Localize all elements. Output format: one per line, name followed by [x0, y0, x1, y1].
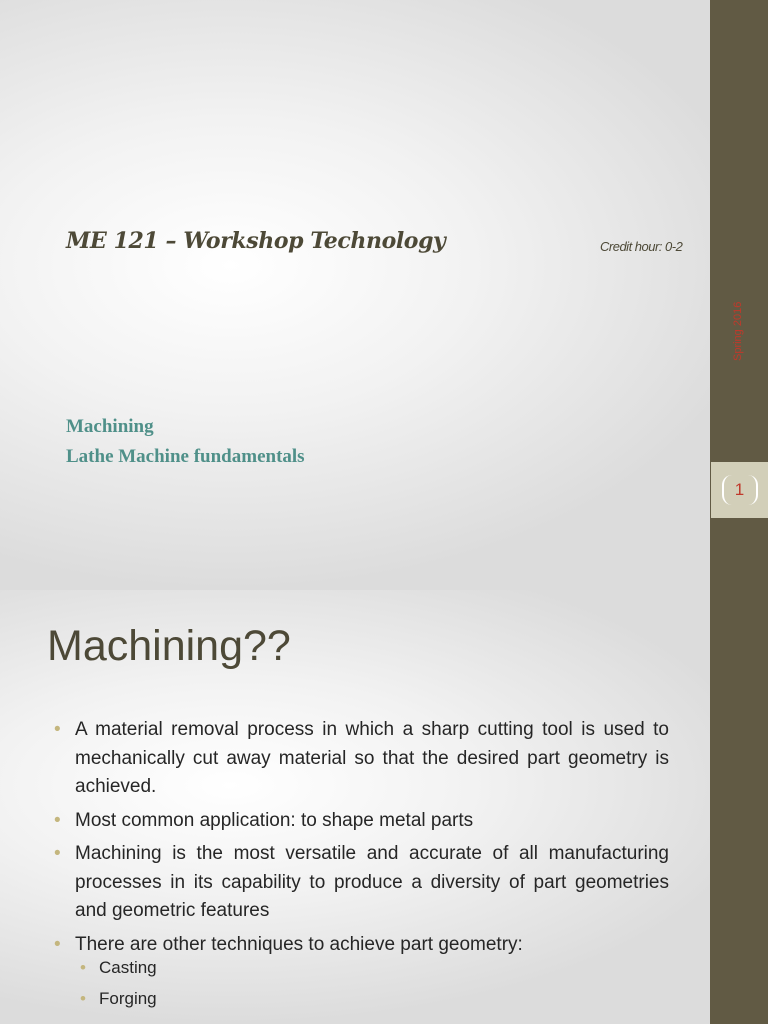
date-label: Spring 2016 — [732, 301, 744, 361]
bullet-item: • A material removal process in which a sharp cutting tool is used to mechanically cut away material so that the desired part geometry is achieved. — [52, 716, 669, 802]
sub-bullet-item: • Casting — [78, 956, 157, 980]
sub-bullet-list — [78, 956, 157, 1018]
bullet-item: • There are other techniques to achieve part geometry: — [52, 931, 669, 960]
page-number-box — [711, 462, 768, 518]
course-title: ME 121 – Workshop Technology — [66, 228, 446, 254]
bullet-item: • Most common application: to shape metal parts — [52, 807, 669, 836]
bullet-list — [52, 716, 669, 964]
sub-bullet-item: • Forging — [78, 987, 157, 1011]
bullet-item: • Machining is the most versatile and accurate of all manufacturing processes in its capability to produce a diversity of part geometries and geometric features — [52, 840, 669, 926]
slide-title: Machining?? — [47, 622, 291, 670]
page-number: 1 — [722, 475, 758, 505]
sidebar-band — [710, 590, 768, 1024]
subtitle-line-1: Machining — [66, 416, 154, 437]
subtitle-line-2: Lathe Machine fundamentals — [66, 446, 305, 467]
content-slide — [0, 590, 768, 1024]
credit-hour: Credit hour: 0-2 — [600, 239, 683, 254]
